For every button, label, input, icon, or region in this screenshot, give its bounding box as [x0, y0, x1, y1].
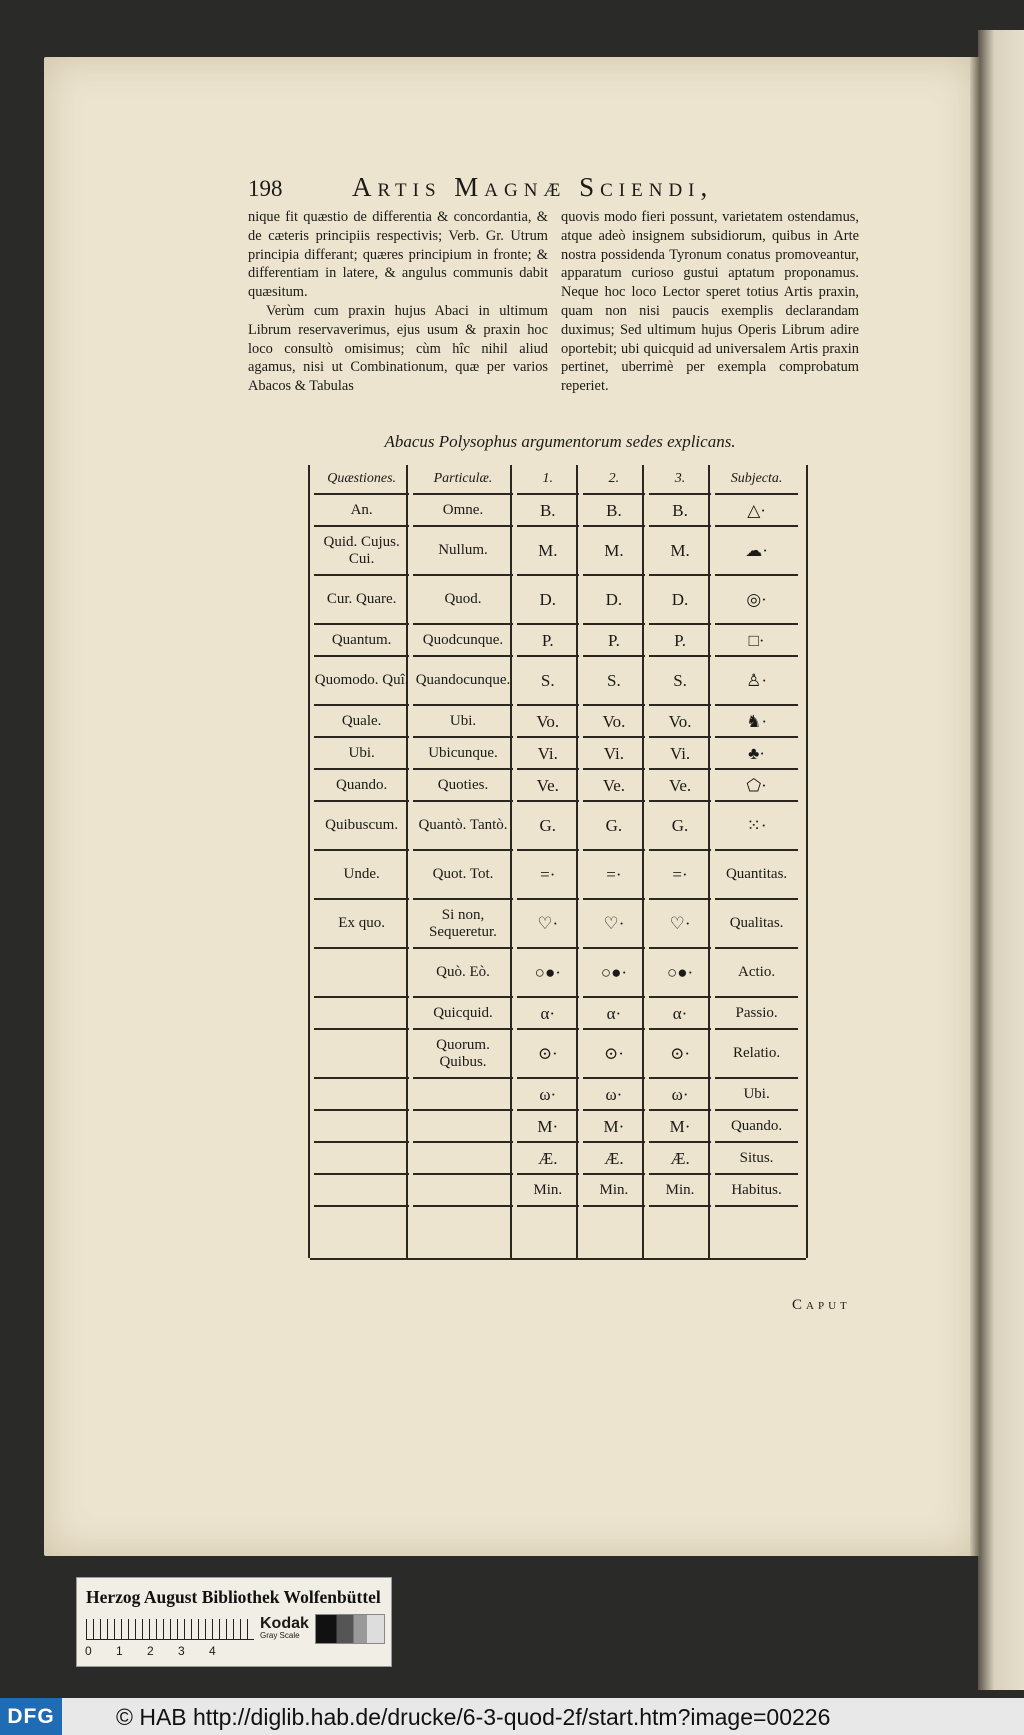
- column-header: Subjecta.: [715, 465, 798, 495]
- table-row: [314, 998, 798, 1030]
- cell-particula: [413, 1175, 512, 1207]
- cell-quaestio: [314, 1030, 409, 1079]
- cell-1: α·: [517, 998, 579, 1030]
- cell-2: ⊙·: [583, 1030, 645, 1079]
- ruler: [86, 1619, 254, 1640]
- cell-subjectum: Relatio.: [715, 1030, 798, 1079]
- cell-1: D.: [517, 576, 579, 625]
- cell-2: S.: [583, 657, 645, 706]
- cell-2: ω·: [583, 1079, 645, 1111]
- cell-quaestio: Quid. Cujus. Cui.: [314, 527, 409, 576]
- cell-particula: Quoties.: [413, 770, 512, 802]
- cell-2: D.: [583, 576, 645, 625]
- column-header: Quæstiones.: [314, 465, 409, 495]
- cell-2: Vi.: [583, 738, 645, 770]
- table-row: [314, 1175, 798, 1207]
- paragraph: quovis modo fieri possunt, varietatem ostendamus, atque adeò insignem subsidiorum, quibus in Arte nostra possidenda Tyronum conatus promoveantur, apparatum curioso gustui aptatum proponamus. Neque hoc loco Lector speret totius Artis praxin, quam non nisi paucis exemplis declarandam duximus; Sed ultimum hujus Operis Librum adire oportebit; ubi quicquid ad universalem Artis praxin pertinet, uberrimè per exempla comprobatum reperiet.: [561, 209, 859, 395]
- cell-subjectum: □·: [715, 625, 798, 657]
- cell-particula: Quandocunque.: [413, 657, 512, 706]
- cell-2: =·: [583, 851, 645, 900]
- cell-2: ♡·: [583, 900, 645, 949]
- library-name: Herzog August Bibliothek Wolfenbüttel: [86, 1587, 381, 1607]
- cell-2: Min.: [583, 1175, 645, 1207]
- cell-3: Vi.: [649, 738, 711, 770]
- table-row: [314, 1030, 798, 1079]
- cell-3: Min.: [649, 1175, 711, 1207]
- cell-2: Vo.: [583, 706, 645, 738]
- table-bottom-rule: [310, 1258, 806, 1260]
- cell-particula: Ubicunque.: [413, 738, 512, 770]
- cell-2: α·: [583, 998, 645, 1030]
- cell-subjectum: ♙·: [715, 657, 798, 706]
- column-header: 1.: [517, 465, 579, 495]
- cell-quaestio: An.: [314, 495, 409, 527]
- library-card: [76, 1577, 392, 1667]
- cell-3: B.: [649, 495, 711, 527]
- cell-2: ○●·: [583, 949, 645, 998]
- cell-3: Ve.: [649, 770, 711, 802]
- cell-3: M.: [649, 527, 711, 576]
- cell-2: B.: [583, 495, 645, 527]
- cell-quaestio: Quantum.: [314, 625, 409, 657]
- spine-shadow: [970, 57, 980, 1556]
- paragraph: nique fit quæstio de differentia & concordantia, & de cæteris principiis respectivis; Verb. Gr. Utrum principia differant; quæres principium in fronte; & differentiam in latere, & angulus communis dabit quæsitum.: [248, 209, 548, 301]
- cell-subjectum: Actio.: [715, 949, 798, 998]
- cell-quaestio: Quibuscum.: [314, 802, 409, 851]
- table-row: [314, 900, 798, 949]
- cell-2: Æ.: [583, 1143, 645, 1175]
- cell-subjectum: Habitus.: [715, 1175, 798, 1207]
- table-row: [314, 949, 798, 998]
- table-row: [314, 1111, 798, 1143]
- text-column-left: [248, 208, 548, 396]
- cell-1: P.: [517, 625, 579, 657]
- ruler-labels: 0 1 2 3 4: [85, 1644, 216, 1658]
- cell-particula: Quodcunque.: [413, 625, 512, 657]
- running-title: Artis Magnæ Sciendi,: [352, 172, 714, 202]
- table-row: [314, 657, 798, 706]
- cell-particula: Ubi.: [413, 706, 512, 738]
- cell-2: M.: [583, 527, 645, 576]
- cell-particula: Quicquid.: [413, 998, 512, 1030]
- cell-1: Æ.: [517, 1143, 579, 1175]
- footer-bar: [0, 1698, 1024, 1735]
- table-row: [314, 770, 798, 802]
- cell-1: B.: [517, 495, 579, 527]
- cell-quaestio: Quomodo. Quî.: [314, 657, 409, 706]
- cell-subjectum: Passio.: [715, 998, 798, 1030]
- kodak-label: [260, 1615, 309, 1640]
- cell-3: M·: [649, 1111, 711, 1143]
- cell-particula: [413, 1079, 512, 1111]
- cell-1: Vo.: [517, 706, 579, 738]
- column-header: Particulæ.: [413, 465, 512, 495]
- cell-quaestio: [314, 1143, 409, 1175]
- cell-1: S.: [517, 657, 579, 706]
- table-row: [314, 706, 798, 738]
- cell-particula: Quot. Tot.: [413, 851, 512, 900]
- cell-subjectum: Quantitas.: [715, 851, 798, 900]
- cell-subjectum: Qualitas.: [715, 900, 798, 949]
- abacus-table: [310, 465, 802, 1207]
- cell-1: M.: [517, 527, 579, 576]
- cell-3: α·: [649, 998, 711, 1030]
- cell-3: P.: [649, 625, 711, 657]
- cell-2: G.: [583, 802, 645, 851]
- table-row: [314, 527, 798, 576]
- cell-3: D.: [649, 576, 711, 625]
- cell-quaestio: Ubi.: [314, 738, 409, 770]
- cell-quaestio: [314, 1175, 409, 1207]
- gray-scale-patch: [315, 1614, 385, 1644]
- cell-quaestio: Cur. Quare.: [314, 576, 409, 625]
- cell-subjectum: ◎·: [715, 576, 798, 625]
- cell-quaestio: [314, 1111, 409, 1143]
- cell-quaestio: Unde.: [314, 851, 409, 900]
- cell-subjectum: △·: [715, 495, 798, 527]
- cell-2: Ve.: [583, 770, 645, 802]
- kodak-subtitle: Gray Scale: [260, 1631, 300, 1640]
- cell-quaestio: Ex quo.: [314, 900, 409, 949]
- table-row: [314, 495, 798, 527]
- page-header: [248, 172, 868, 208]
- cell-subjectum: Situs.: [715, 1143, 798, 1175]
- cell-3: ○●·: [649, 949, 711, 998]
- cell-subjectum: ♞·: [715, 706, 798, 738]
- cell-subjectum: ♣·: [715, 738, 798, 770]
- cell-quaestio: [314, 949, 409, 998]
- cell-3: Vo.: [649, 706, 711, 738]
- cell-1: ○●·: [517, 949, 579, 998]
- cell-subjectum: Ubi.: [715, 1079, 798, 1111]
- cell-2: P.: [583, 625, 645, 657]
- cell-subjectum: ⁙·: [715, 802, 798, 851]
- copyright-link[interactable]: © HAB http://diglib.hab.de/drucke/6-3-quod-2f/start.htm?image=00226: [116, 1704, 831, 1730]
- cell-2: M·: [583, 1111, 645, 1143]
- paragraph: Verùm cum praxin hujus Abaci in ultimum Librum reservaverimus, ejus usum & praxin hoc loco consultò omisimus; cùm hîc nihil aliud agamus, nisi ut Combinationum, quæ per varios Abacos & Tabulas: [248, 302, 548, 395]
- cell-particula: Quò. Eò.: [413, 949, 512, 998]
- cell-subjectum: Quando.: [715, 1111, 798, 1143]
- cell-subjectum: ☁·: [715, 527, 798, 576]
- cell-3: =·: [649, 851, 711, 900]
- cell-3: S.: [649, 657, 711, 706]
- cell-particula: Omne.: [413, 495, 512, 527]
- dfg-logo: DFG: [0, 1698, 62, 1735]
- cell-1: ♡·: [517, 900, 579, 949]
- page-number: 198: [248, 176, 283, 201]
- cell-1: Min.: [517, 1175, 579, 1207]
- next-page-edge: [978, 30, 1024, 1690]
- cell-3: ω·: [649, 1079, 711, 1111]
- cell-particula: Quantò. Tantò.: [413, 802, 512, 851]
- cell-1: Ve.: [517, 770, 579, 802]
- cell-1: M·: [517, 1111, 579, 1143]
- cell-1: ω·: [517, 1079, 579, 1111]
- cell-particula: Quorum. Quibus.: [413, 1030, 512, 1079]
- cell-quaestio: [314, 998, 409, 1030]
- cell-subjectum: ⬠·: [715, 770, 798, 802]
- column-header: 2.: [583, 465, 645, 495]
- table-row: [314, 802, 798, 851]
- cell-3: ⊙·: [649, 1030, 711, 1079]
- table-header-row: [314, 465, 798, 495]
- cell-quaestio: Quale.: [314, 706, 409, 738]
- cell-particula: Quod.: [413, 576, 512, 625]
- cell-quaestio: Quando.: [314, 770, 409, 802]
- table-row: [314, 576, 798, 625]
- table-row: [314, 738, 798, 770]
- text-column-right: [561, 208, 859, 396]
- table-row: [314, 1079, 798, 1111]
- cell-3: G.: [649, 802, 711, 851]
- cell-particula: Nullum.: [413, 527, 512, 576]
- table-row: [314, 851, 798, 900]
- cell-1: =·: [517, 851, 579, 900]
- cell-particula: [413, 1143, 512, 1175]
- cell-1: Vi.: [517, 738, 579, 770]
- cell-1: ⊙·: [517, 1030, 579, 1079]
- table-row: [314, 625, 798, 657]
- cell-3: ♡·: [649, 900, 711, 949]
- cell-3: Æ.: [649, 1143, 711, 1175]
- cell-quaestio: [314, 1079, 409, 1111]
- cell-particula: [413, 1111, 512, 1143]
- table-row: [314, 1143, 798, 1175]
- cell-particula: Si non, Sequeretur.: [413, 900, 512, 949]
- catchword: Caput: [792, 1297, 851, 1313]
- table-caption: Abacus Polysophus argumentorum sedes explicans.: [384, 432, 736, 451]
- cell-1: G.: [517, 802, 579, 851]
- column-header: 3.: [649, 465, 711, 495]
- kodak-brand: Kodak: [260, 1615, 309, 1632]
